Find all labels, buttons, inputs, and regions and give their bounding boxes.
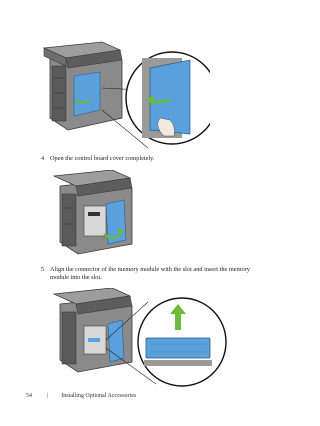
step-text: Align the connector of the memory module with the slot and insert the memory module into the slot. (50, 266, 250, 281)
step-text: Open the control board cover completely. (50, 155, 155, 162)
callout-circle (126, 52, 210, 144)
section-title: Installing Optional Accessories (61, 393, 137, 399)
step-number: 5 (41, 266, 45, 273)
figure-printer-cover-open (48, 170, 158, 260)
footer-separator: | (47, 393, 49, 399)
step-number: 4 (41, 155, 45, 162)
page-footer (26, 393, 136, 399)
figure-memory-module-insert (48, 288, 258, 388)
figure-printer-open-cover-callout (30, 38, 210, 153)
page-number: 54 (26, 393, 32, 399)
printer-illustration (54, 288, 132, 372)
printer-illustration (54, 170, 132, 254)
callout-circle (138, 298, 226, 386)
